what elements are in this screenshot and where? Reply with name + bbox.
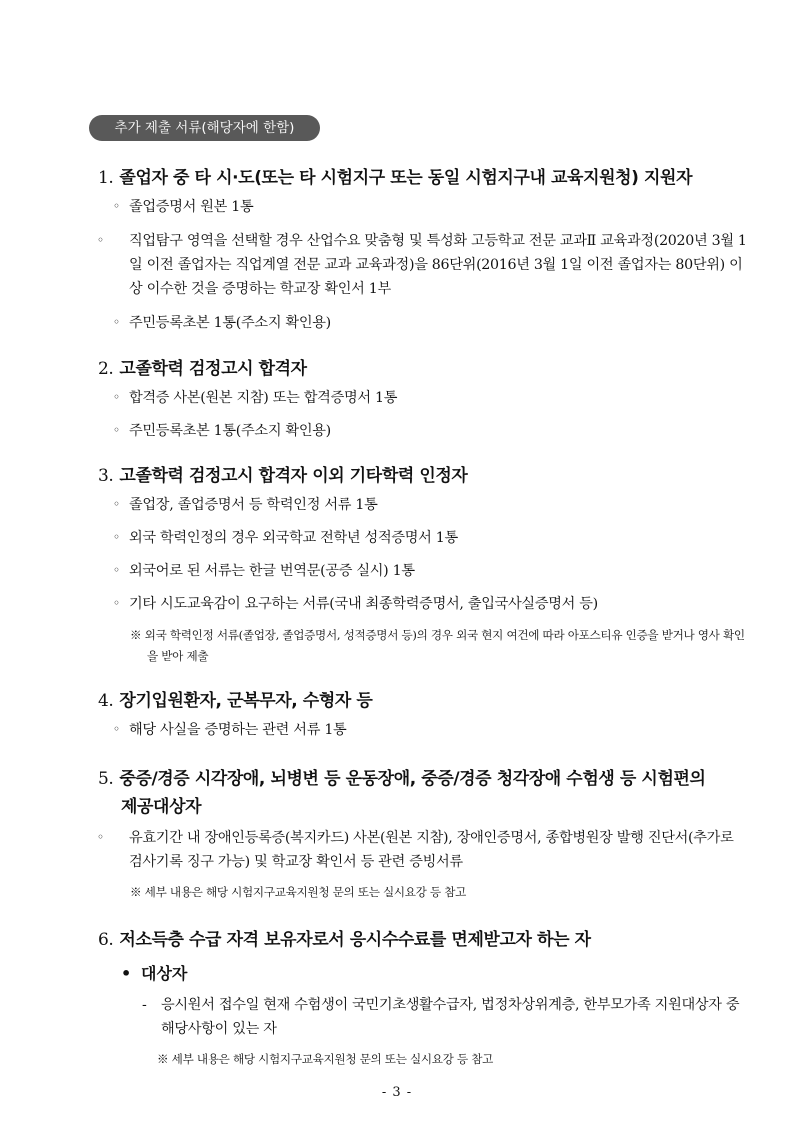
list-item: ◦ 합격증 사본(원본 지참) 또는 합격증명서 1통 (113, 385, 397, 410)
ring-bullet-icon: ◦ (113, 390, 120, 404)
footnote: ※ 외국 학력인정 서류(졸업장, 졸업증명서, 성적증명서 등)의 경우 외국 현지 여건에 따라 아포스티유 인증을 받거나 영사 확인을 받아 제출 (130, 628, 745, 663)
ring-bullet-icon: ◦ (97, 233, 104, 247)
section-5-heading (98, 764, 706, 789)
list-item: ◦ 유효기간 내 장애인등록증(복지카드) 사본(원본 지참), 장애인증명서, 종합병원장 발행 진단서(추가로 검사기록 징구 가능) 및 학교장 확인서 등 관련 증빙서류 (113, 825, 749, 874)
list-item: ◦ 외국 학력인정의 경우 외국학교 전학년 성적증명서 1통 (113, 525, 458, 550)
page-number: - 3 - (381, 1085, 413, 1100)
section-6-heading (98, 925, 591, 950)
ring-bullet-icon: ◦ (113, 563, 120, 577)
ring-bullet-icon: ◦ (113, 596, 120, 610)
ring-bullet-icon: ◦ (113, 722, 120, 736)
ring-bullet-icon: ◦ (113, 199, 120, 213)
ring-bullet-icon: ◦ (113, 530, 120, 544)
section-2-heading (98, 354, 307, 379)
list-item: ◦ 주민등록초본 1통(주소지 확인용) (113, 418, 331, 443)
section-title: 고졸학력 검정고시 합격자 이외 기타학력 인정자 (119, 466, 468, 486)
list-item: ◦ 해당 사실을 증명하는 관련 서류 1통 (113, 717, 346, 742)
additional-documents-badge: 추가 제출 서류(해당자에 한함) (89, 115, 320, 141)
list-item: ◦ 졸업장, 졸업증명서 등 학력인정 서류 1통 (113, 492, 377, 517)
dot-bullet-icon: • (121, 964, 132, 983)
section-5-heading-cont: 제공대상자 (121, 797, 202, 817)
section-4-heading (98, 686, 372, 711)
section-title: 장기입원환자, 군복무자, 수형자 등 (119, 691, 373, 711)
ring-bullet-icon: ◦ (97, 830, 104, 844)
list-item: ◦ 주민등록초본 1통(주소지 확인용) (113, 310, 331, 335)
section-3-heading (98, 461, 467, 486)
ring-bullet-icon: ◦ (113, 315, 120, 329)
section-number: 3. (98, 466, 114, 486)
section-number: 2. (98, 359, 114, 379)
section-number: 6. (98, 930, 114, 950)
list-item: ◦ 외국어로 된 서류는 한글 번역문(공증 실시) 1통 (113, 558, 415, 583)
target-subheading: • 대상자 (121, 964, 188, 983)
list-item: ◦ 직업탐구 영역을 선택할 경우 산업수요 맞춤형 및 특성화 고등학교 전문 교과Ⅱ 교육과정(2020년 3월 1일 이전 졸업자는 직업계열 전문 교과 교육과정)을 86단위(2016년 3월 1일 이전 졸업자는 80단위) 이상 이수한 것을 증명하는 학교장 확인서 1부 (113, 228, 749, 301)
section-number: 1. (98, 168, 114, 188)
section-title: 저소득층 수급 자격 보유자로서 응시수수료를 면제받고자 하는 자 (119, 930, 591, 950)
footnote: ※ 세부 내용은 해당 시험지구교육지원청 문의 또는 실시요강 등 참고 (130, 885, 467, 899)
dash-bullet-icon: - (142, 997, 147, 1013)
ring-bullet-icon: ◦ (113, 497, 120, 511)
list-item: ◦ 기타 시도교육감이 요구하는 서류(국내 최종학력증명서, 출입국사실증명서 등) (113, 591, 598, 616)
section-title: 중증/경증 시각장애, 뇌병변 등 운동장애, 중증/경증 청각장애 수험생 등 시험편의 (119, 769, 706, 789)
footnote: ※ 세부 내용은 해당 시험지구교육지원청 문의 또는 실시요강 등 참고 (157, 1052, 494, 1066)
section-number: 5. (98, 769, 114, 789)
ring-bullet-icon: ◦ (113, 423, 120, 437)
section-1-heading (98, 163, 692, 188)
section-number: 4. (98, 691, 114, 711)
list-item: ◦ 졸업증명서 원본 1통 (113, 194, 253, 219)
section-title: 고졸학력 검정고시 합격자 (119, 359, 307, 379)
section-title: 졸업자 중 타 시·도(또는 타 시험지구 또는 동일 시험지구내 교육지원청) 지원자 (119, 168, 693, 188)
list-item: - 응시원서 접수일 현재 수험생이 국민기초생활수급자, 법정차상위계층, 한부모가족 지원대상자 중 해당사항이 있는 자 (142, 993, 751, 1041)
